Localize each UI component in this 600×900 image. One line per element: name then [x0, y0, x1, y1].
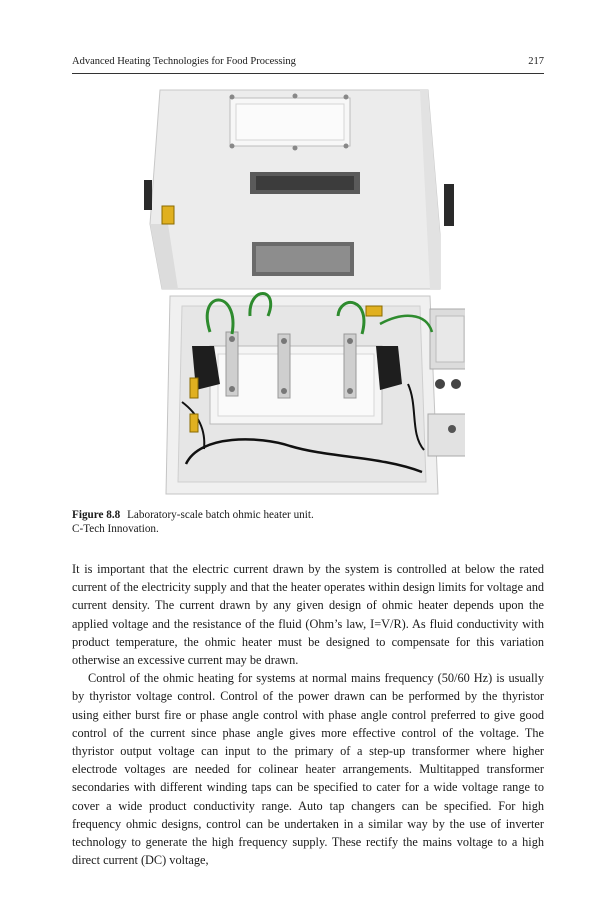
body-text	[72, 560, 544, 869]
figure-photo	[140, 84, 465, 504]
header-divider	[72, 73, 544, 74]
page-number: 217	[528, 56, 544, 67]
figure-label: Figure 8.8	[72, 509, 121, 521]
figure-credit: C-Tech Innovation.	[72, 523, 159, 535]
running-title: Advanced Heating Technologies for Food Processing	[72, 56, 296, 67]
paragraph: Control of the ohmic heating for systems at normal mains frequency (50/60 Hz) is usually by thyristor voltage control. Control of the power drawn can be performed by the thyristor using either burst fire or phase angle control with phase angle control preferred to give good control of the current since phase angle gives more effective control of the voltage. The thyristor output voltage can input to the primary of a step-up transformer where higher electrode voltages are needed for colinear heater arrangements. Multitapped transformer secondaries with different winding taps can be specified to cater for a wide voltage range to cover a wide product conductivity range. Auto tap changers can be specified. For high frequency ohmic designs, control can be undertaken in a similar way by the use of inverter technology to generate the high frequency supply. These rectify the mains voltage to a high direct current (DC) voltage,	[72, 671, 544, 868]
running-header	[72, 56, 544, 67]
figure-caption	[72, 508, 544, 536]
paragraph: It is important that the electric current drawn by the system is controlled at below the rated current of the electricity supply and that the heater operates within design limits for voltage and current density. The current drawn by any given design of ohmic heater depends upon the applied voltage and the resistance of the fluid (Ohm’s law, I=V/R). As fluid conductivity with product temperature, the ohmic heater must be designed to compensate for this variation otherwise an excessive current may be drawn.	[72, 562, 544, 668]
figure-caption-text: Laboratory-scale batch ohmic heater unit.	[127, 509, 314, 521]
